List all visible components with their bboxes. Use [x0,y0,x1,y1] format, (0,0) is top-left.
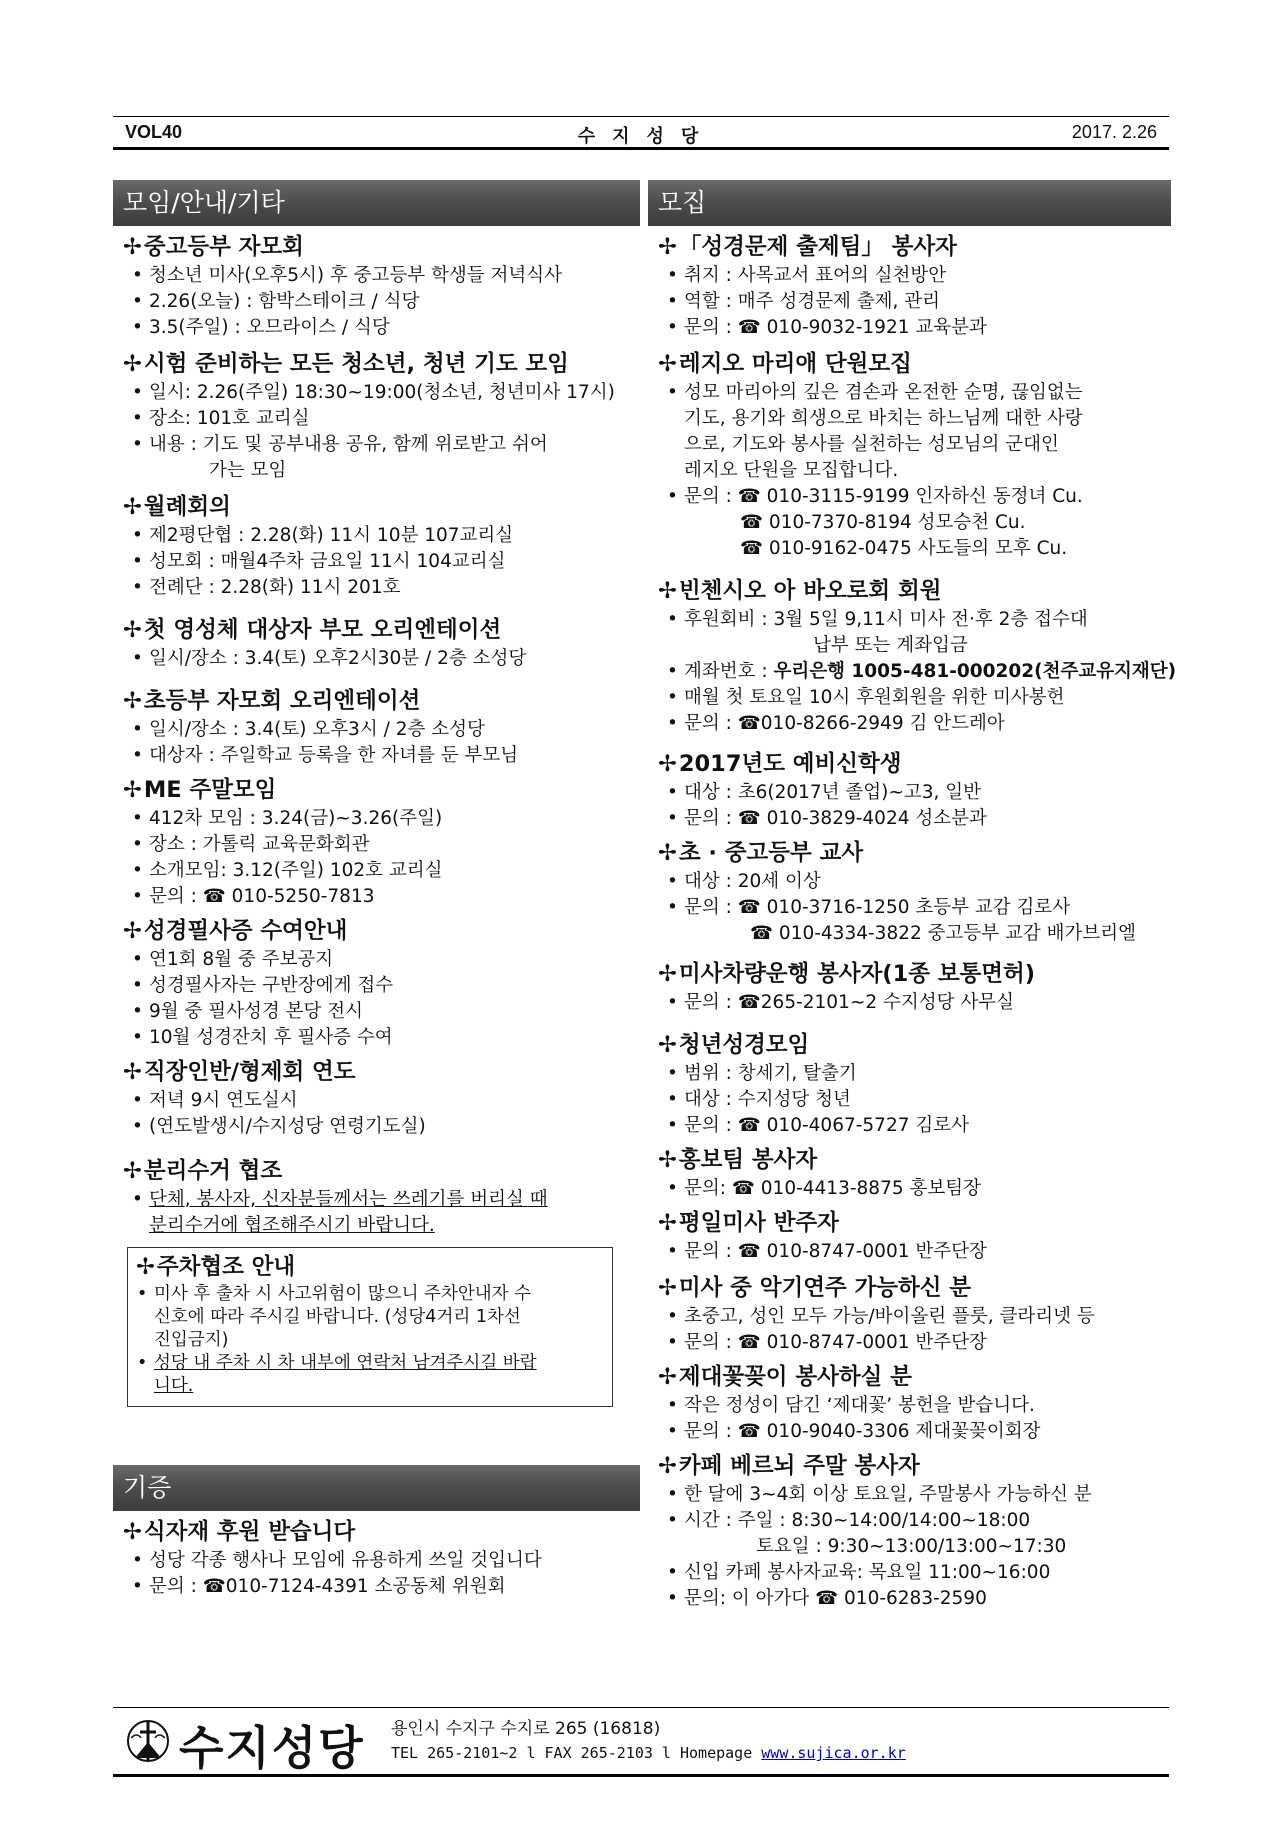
notice-line: • 문의 : ☎010-8266-2949 김 안드레아 [668,711,1171,737]
notice-line: • 후원회비 : 3월 5일 9,11시 미사 전·후 2층 접수대 [668,607,1171,633]
notice-item [658,1145,1171,1202]
church-address: 용인시 수지구 수지로 265 (16818) [391,1719,661,1739]
notice-item [123,686,640,769]
notice-title: ✢청년성경모임 [658,1032,810,1058]
notice-line: • 초중고, 성인 모두 가능/바이올린 플룻, 클라리넷 등 [668,1304,1171,1330]
notice-title: ✢초 · 중고등부 교사 [658,840,864,866]
notice-line: ☎ 010-9162-0475 사도들의 모후 Cu. [740,538,1068,559]
notice-line: • 문의: ☎ 010-4413-8875 홍보팀장 [668,1176,1171,1202]
notice-title: ✢레지오 마리애 단원모집 [658,351,912,377]
notice-line: • 문의 : ☎ 010-8747-0001 반주단장 [668,1330,1171,1356]
notice-title: ✢빈첸시오 아 바오로회 회원 [658,578,942,604]
notice-line: • 문의 : ☎ 010-3716-1250 초등부 교감 김로사 [668,895,1171,921]
notice-line: • 문의 : ☎265-2101~2 수지성당 사무실 [668,990,1171,1016]
notice-line: 가는 모임 [209,460,287,481]
notice-title: ✢2017년도 예비신학생 [658,751,902,777]
notice-line: • 미사 후 출차 시 사고위험이 많으니 주차안내자 수 [138,1283,612,1306]
notice-line: • 문의 : ☎ 010-9032-1921 교육분과 [668,315,1171,341]
notice-line: • (연도발생시/수지성당 연령기도실) [133,1114,640,1140]
notice-line: • 제2평단협 : 2.28(화) 11시 10분 107교리실 [133,523,640,549]
notice-line: • 취지 : 사목교서 표어의 실천방안 [668,263,1171,289]
notice-line: • 성모 마리아의 깊은 겸손과 온전한 순명, 끊임없는 [668,380,1171,406]
notice-title: ✢평일미사 반주자 [658,1210,839,1236]
notice-title: ✢식자재 후원 받습니다 [123,1519,356,1545]
notice-line: • 문의 : ☎ 010-9040-3306 제대꽃꽂이회장 [668,1419,1171,1445]
notice-item [658,349,1171,562]
notice-line: 납부 또는 계좌입금 [813,635,968,656]
notice-item [123,1156,640,1239]
notice-line: 니다. [154,1376,194,1396]
notice-line: • 문의: 이 아가다 ☎ 010-6283-2590 [668,1586,1171,1612]
notice-line: • 단체, 봉사자, 신자분들께서는 쓰레기를 버리실 때 [133,1187,640,1213]
volume-number: VOL40 [125,122,183,142]
notice-line: • 대상 : 20세 이상 [668,869,1171,895]
notice-item [658,1273,1171,1356]
notice-line: 토요일 : 9:30~13:00/13:00~17:30 [756,1536,1067,1557]
cross-icon: ✢ [123,617,142,643]
notice-line: • 성당 내 주차 시 차 내부에 연락처 남겨주시길 바랍 [138,1352,612,1375]
notice-item [658,1451,1171,1612]
bank-account: 우리은행 1005-481-000202(천주교유지재단) [773,661,1177,682]
issue-date: 2017. 2.26 [1071,122,1157,142]
section-title-recruitment: 모집 [648,180,1171,226]
cross-icon: ✢ [658,234,677,260]
page-footer [113,1707,1169,1777]
notice-title: ✢초등부 자모회 오리엔테이션 [123,688,421,714]
notice-line: • 문의 : ☎010-7124-4391 소공동체 위원회 [133,1574,640,1600]
cross-icon: ✢ [123,1519,142,1545]
notice-line: • 시간 : 주일 : 8:30~14:00/14:00~18:00 [668,1508,1171,1534]
homepage-link[interactable]: www.sujica.or.kr [761,1744,906,1762]
notice-item [123,916,640,1051]
notice-line: • 신입 카페 봉사자교육: 목요일 11:00~16:00 [668,1560,1171,1586]
notice-line: • 412차 모임 : 3.24(금)~3.26(주일) [133,806,640,832]
cross-icon: ✢ [658,1275,677,1301]
notice-line: • 성경필사자는 구반장에게 접수 [133,973,640,999]
notice-line: 으로, 기도와 봉사를 실천하는 성모님의 군대인 [684,434,1059,455]
notice-title: ✢분리수거 협조 [123,1158,283,1184]
notice-item [658,959,1171,1016]
left-column [113,180,640,1600]
notice-item [123,232,640,341]
cross-icon: ✢ [123,351,142,377]
notice-line: • 매월 첫 토요일 10시 후원회원을 위한 미사봉헌 [668,685,1171,711]
notice-item [658,1208,1171,1265]
notice-line: • 범위 : 창세기, 탈출기 [668,1061,1171,1087]
notice-title: ✢월례회의 [123,494,231,520]
notice-item [123,775,640,910]
notice-title: ✢시험 준비하는 모든 청소년, 청년 기도 모임 [123,351,569,377]
church-contact: TEL 265-2101~2 l FAX 265-2103 l Homepage www.sujica.or.kr [391,1744,906,1762]
notice-line: • 문의 : ☎ 010-4067-5727 김로사 [668,1113,1171,1139]
notice-item [658,749,1171,832]
notice-line: • 문의 : ☎ 010-3829-4024 성소분과 [668,806,1171,832]
parking-notice-box [127,1247,613,1407]
section-title-gatherings: 모임/안내/기타 [113,180,640,226]
notice-line: • 대상 : 수지성당 청년 [668,1087,1171,1113]
notice-title: ✢주차협조 안내 [136,1254,296,1280]
notice-item [123,615,640,672]
notice-line: 신호에 따라 주시길 바랍니다. (성당4거리 1차선 [154,1307,521,1327]
notice-line: • 9월 중 필사성경 본당 전시 [133,999,640,1025]
cross-icon: ✢ [123,688,142,714]
notice-line: • 2.26(오늘) : 함박스테이크 / 식당 [133,289,640,315]
notice-line: • 장소: 101호 교리실 [133,406,640,432]
notice-line: • 청소년 미사(오후5시) 후 중고등부 학생들 저녁식사 [133,263,640,289]
cross-icon: ✢ [658,1453,677,1479]
notice-line: • 대상 : 초6(2017년 졸업)~고3, 일반 [668,780,1171,806]
notice-line: • 장소 : 가톨릭 교육문화회관 [133,832,640,858]
notice-title: ✢「성경문제 출제팀」 봉사자 [658,234,957,260]
notice-line: • 연1회 8월 중 주보공지 [133,947,640,973]
notice-line: 레지오 단원을 모집합니다. [684,460,899,481]
notice-item [658,576,1177,737]
notice-line: 기도, 용기와 희생으로 바치는 하느님께 대한 사랑 [684,408,1083,429]
notice-title: ✢첫 영성체 대상자 부모 오리엔테이션 [123,617,502,643]
cross-icon: ✢ [136,1254,155,1280]
cross-icon: ✢ [123,1059,142,1085]
notice-title: ✢ME 주말모임 [123,777,277,803]
notice-line: • 전례단 : 2.28(화) 11시 201호 [133,575,640,601]
church-name: 수지성당 [179,1721,365,1775]
notice-line: • 문의 : ☎ 010-8747-0001 반주단장 [668,1239,1171,1265]
right-column [648,180,1177,1612]
notice-title: ✢제대꽃꽂이 봉사하실 분 [658,1364,912,1390]
notice-title: ✢성경필사증 수여안내 [123,918,348,944]
notice-title: ✢카페 베르뇌 주말 봉사자 [658,1453,920,1479]
notice-item [658,838,1171,947]
notice-line: • 문의 : ☎ 010-5250-7813 [133,884,640,910]
cross-icon: ✢ [658,751,677,777]
cross-icon: ✢ [658,1032,677,1058]
notice-line: ☎ 010-7370-8194 성모승천 Cu. [740,512,1026,533]
notice-line: • 내용 : 기도 및 공부내용 공유, 함께 위로받고 쉬어 [133,432,640,458]
notice-line: 분리수거에 협조해주시기 바랍니다. [149,1215,435,1236]
notice-line: 진입금지) [154,1330,229,1350]
cross-icon: ✢ [658,961,677,987]
notice-line: ☎ 010-4334-3822 중고등부 교감 배가브리엘 [750,923,1136,944]
notice-line: • 저녁 9시 연도실시 [133,1088,640,1114]
notice-item [123,1057,640,1140]
cross-icon: ✢ [658,578,677,604]
cross-icon: ✢ [658,351,677,377]
page-header [113,116,1169,150]
notice-line: • 한 달에 3~4회 이상 토요일, 주말봉사 가능하신 분 [668,1482,1171,1508]
notice-line: • 계좌번호 : 우리은행 1005-481-000202(천주교유지재단) [668,659,1171,685]
notice-line: • 역할 : 매주 성경문제 출제, 관리 [668,289,1171,315]
notice-item [658,232,1171,341]
church-logo-icon [125,1718,171,1764]
notice-item [123,492,640,601]
header-title: 수 지 성 당 [577,126,705,146]
cross-icon: ✢ [123,918,142,944]
notice-title: ✢미사 중 악기연주 가능하신 분 [658,1275,972,1301]
section-title-donation: 기증 [113,1465,640,1511]
cross-icon: ✢ [123,1158,142,1184]
notice-line: • 일시/장소 : 3.4(토) 오후2시30분 / 2층 소성당 [133,646,640,672]
cross-icon: ✢ [658,840,677,866]
cross-icon: ✢ [123,777,142,803]
notice-title: ✢직장인반/형제회 연도 [123,1059,356,1085]
notice-title: ✢중고등부 자모회 [123,234,304,260]
notice-line: • 3.5(주일) : 오므라이스 / 식당 [133,315,640,341]
notice-line: • 10월 성경잔치 후 필사증 수여 [133,1025,640,1051]
notice-line: • 문의 : ☎ 010-3115-9199 인자하신 동정녀 Cu. [668,484,1171,510]
cross-icon: ✢ [658,1147,677,1173]
notice-item [658,1030,1171,1139]
notice-line: • 대상자 : 주일학교 등록을 한 자녀를 둔 부모님 [133,743,640,769]
notice-item [123,1517,640,1600]
notice-line: • 작은 정성이 담긴 ‘제대꽃’ 봉헌을 받습니다. [668,1393,1171,1419]
cross-icon: ✢ [658,1364,677,1390]
notice-item [658,1362,1171,1445]
notice-line: • 일시/장소 : 3.4(토) 오후3시 / 2층 소성당 [133,717,640,743]
notice-line: • 일시: 2.26(주일) 18:30~19:00(청소년, 청년미사 17시) [133,380,640,406]
cross-icon: ✢ [658,1210,677,1236]
notice-title: ✢미사차량운행 봉사자(1종 보통면허) [658,961,1036,987]
notice-item [123,349,640,484]
notice-title: ✢홍보팀 봉사자 [658,1147,818,1173]
notice-line: • 성모회 : 매월4주차 금요일 11시 104교리실 [133,549,640,575]
notice-line: • 소개모임: 3.12(주일) 102호 교리실 [133,858,640,884]
notice-line: • 성당 각종 행사나 모임에 유용하게 쓰일 것입니다 [133,1548,640,1574]
cross-icon: ✢ [123,494,142,520]
cross-icon: ✢ [123,234,142,260]
